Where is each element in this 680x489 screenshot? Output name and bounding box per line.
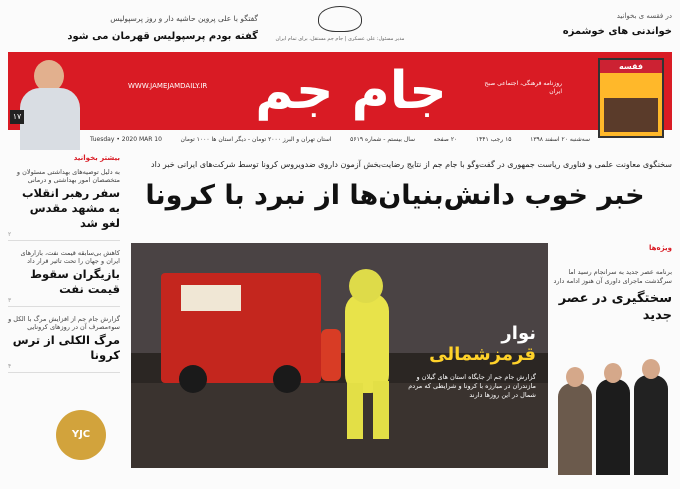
person-head [642, 359, 660, 379]
sidebar-item[interactable] [8, 249, 120, 307]
fire-truck [161, 273, 321, 383]
main-photo[interactable] [131, 243, 548, 468]
sidebar-item-page: ۲ [8, 231, 120, 241]
magazine-image [604, 98, 658, 132]
right-section-title: ویژه‌ها [649, 244, 672, 252]
info-date: سه‌شنبه ۲۰ اسفند ۱۳۹۸ [530, 135, 590, 143]
top-left-teaser[interactable] [8, 14, 258, 42]
ali-parvin-photo [20, 60, 80, 150]
info-hijri: ۱۵ رجب ۱۴۴۱ [475, 135, 512, 143]
yjc-logo[interactable]: YJC [56, 410, 106, 460]
person-head [566, 367, 584, 387]
fire-truck-window [181, 285, 241, 311]
caption-line-1: نوار [501, 323, 536, 344]
sidebar-item-headline: بازیگران سقوط قیمت نفت [30, 267, 120, 296]
top-right-title: خواندنی های خوشمزه [562, 26, 672, 37]
fire-truck-wheel [179, 365, 207, 393]
emblem-text: مدیر مسئول: علی عسکری | جام جم مستقل، برای تمام ایران [275, 36, 405, 42]
sidebar-item-page: ۴ [8, 363, 120, 373]
worker-hood [349, 269, 383, 303]
cast-photo [552, 335, 672, 475]
top-left-kicker: گفتگو با علی پروین حاشیه دار و روز پرسپولیس [110, 14, 258, 23]
site-url[interactable]: WWW.JAMEJAMDAILY.IR [128, 82, 208, 90]
worker-leg [347, 383, 363, 439]
page-badge: ۱۷ [10, 110, 24, 124]
person-shirt [20, 88, 80, 150]
info-issue: سال بیستم - شماره ۵۶۱۹ [350, 135, 416, 143]
info-price: استان تهران و البرز ۲۰۰۰ تومان - دیگر استان ها ۱۰۰۰ تومان [180, 135, 332, 143]
right-kicker: برنامه عصر جدید به سرانجام رسید اما سرگذشت ماجرای داوری آن هنوز ادامه دارد [553, 268, 672, 285]
worker-leg [373, 381, 389, 439]
top-right-kicker: در فقسه ی بخوانید [616, 12, 672, 20]
tagline: روزنامه فرهنگی، اجتماعی صبح ایران [484, 80, 562, 95]
right-column[interactable] [552, 244, 672, 324]
sprayer-tank [321, 329, 341, 381]
person-figure [634, 375, 668, 475]
emblem-icon [318, 6, 362, 32]
sidebar-item[interactable] [8, 315, 120, 373]
lead-text: سخنگوی معاونت علمی و فناوری ریاست جمهوری در گفت‌وگو با جام جم از نتایج رضایت‌بخش آزمون داروی ضدویروس کرونا توسط شرکت‌های ایرانی خبر داد [151, 160, 672, 169]
sidebar-section-title: بیشتر بخوانید [73, 154, 120, 162]
caption-line-2: قرمزشمالی [429, 344, 536, 365]
left-sidebar [8, 154, 120, 381]
photo-caption [406, 323, 536, 400]
main-headline[interactable]: خبر خوب دانش‌بنیان‌ها از نبرد با کرونا [145, 180, 645, 211]
sidebar-item-kicker: گزارش جام جم از افزایش مرگ با الکل و سوءمصرف آن در روزهای کرونایی [8, 315, 120, 331]
newspaper-logo: جام جم [255, 61, 447, 121]
worker-suit [345, 293, 389, 393]
magazine-cover[interactable] [598, 58, 664, 138]
sidebar-item-page: ۳ [8, 297, 120, 307]
sidebar-item-headline: سفر رهبر انقلاب به مشهد مقدس لغو شد [21, 186, 120, 230]
right-headline: سختگیری در عصر جدید [558, 291, 672, 323]
fire-truck-wheel [273, 365, 301, 393]
info-latin-date: Tuesday • 2020 MAR 10 [90, 135, 162, 143]
masthead [8, 52, 672, 130]
sidebar-item-headline: مرگ الکلی از ترس کرونا [12, 333, 120, 362]
info-pages: ۲۰ صفحه [433, 135, 458, 143]
sidebar-item-kicker: کاهش بی‌سابقه قیمت نفت، بازارهای ایران و جهان را تحت تاثیر قرار داد [20, 249, 120, 265]
magazine-title: فقسه [600, 60, 662, 73]
person-figure [596, 379, 630, 475]
issue-info-bar [90, 132, 590, 146]
person-head [604, 363, 622, 383]
hazmat-worker [321, 263, 411, 443]
caption-description: گزارش جام جم از جایگاه استان های گیلان و مازندران در مبارزه با کرونا و شرایطی که مردم شمال در این روزها دارند [408, 373, 536, 399]
top-right-teaser[interactable] [512, 12, 672, 37]
sidebar-item-kicker: به دلیل توصیه‌های بهداشتی مسئولان و متخصصان امور بهداشتی و درمانی [16, 168, 120, 184]
top-left-title: گفته بودم پرسپولیس قهرمان می شود [67, 31, 258, 42]
person-figure [558, 383, 592, 475]
sidebar-item[interactable] [8, 168, 120, 241]
